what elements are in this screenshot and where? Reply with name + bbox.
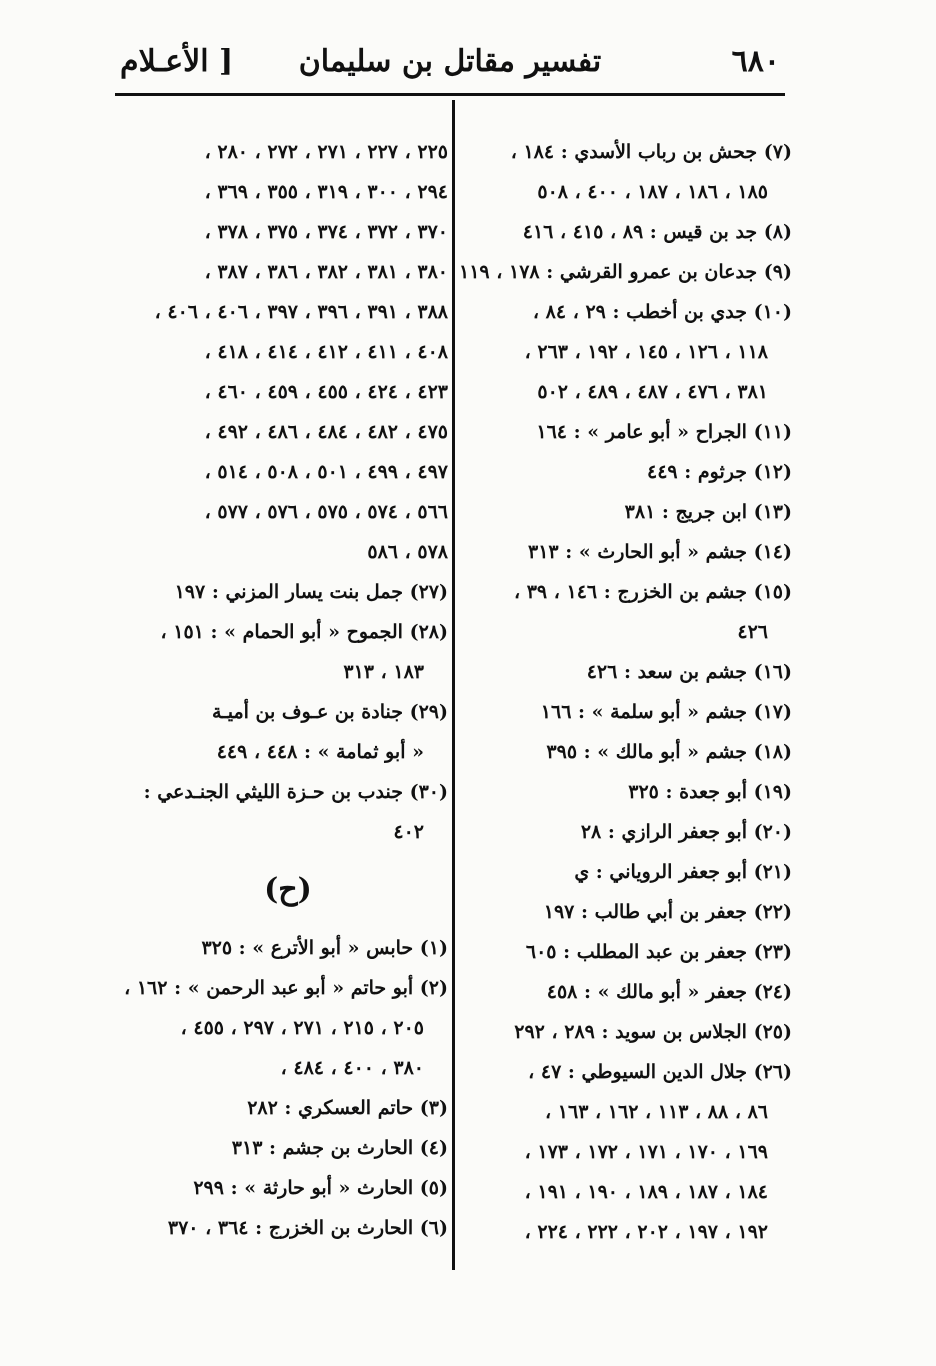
page-number: ٦٨٠: [731, 44, 780, 79]
index-line: (١٤) جشم « أبو الحارث » : ٣١٣: [527, 541, 792, 563]
index-line: (٢٦) جلال الدين السيوطي : ٤٧ ،: [528, 1061, 792, 1083]
letter-heading: (ح): [264, 872, 312, 907]
index-line: ١٨٥ ، ١٨٦ ، ١٨٧ ، ٤٠٠ ، ٥٠٨: [537, 181, 768, 203]
index-line: ٣٨٨ ، ٣٩١ ، ٣٩٦ ، ٣٩٧ ، ٤٠٦ ، ٤٠٦ ،: [154, 301, 448, 323]
index-line: (١٩) أبو جعدة : ٣٢٥: [628, 781, 792, 803]
header-rule: [115, 93, 785, 96]
index-line: (٢٢) جعفر بن أبي طالب : ١٩٧: [543, 901, 792, 923]
index-line: (١٣) ابن جريج : ٣٨١: [624, 501, 792, 523]
index-line: ١٨٤ ، ١٨٧ ، ١٨٩ ، ١٩٠ ، ١٩١ ،: [524, 1181, 768, 1203]
index-line: ١٦٩ ، ١٧٠ ، ١٧١ ، ١٧٢ ، ١٧٣ ،: [524, 1141, 768, 1163]
index-line: ٨٦ ، ٨٨ ، ١١٣ ، ١٦٢ ، ١٦٣ ،: [545, 1101, 768, 1123]
index-line: ٢٠٥ ، ٢١٥ ، ٢٧١ ، ٢٩٧ ، ٤٥٥ ،: [180, 1017, 424, 1039]
index-line: (٢٥) الجلاس بن سويد : ٢٨٩ ، ٢٩٢: [514, 1021, 792, 1043]
index-line: (٢٩) جنادة بن عـوف بن أميـة: [211, 701, 448, 723]
index-line: (٣) حاتم العسكري : ٢٨٢: [247, 1097, 448, 1119]
index-line: (٤) الحارث بن جشم : ٣١٣: [231, 1137, 448, 1159]
index-line: ١٩٢ ، ١٩٧ ، ٢٠٢ ، ٢٢٢ ، ٢٢٤ ،: [524, 1221, 768, 1243]
index-line: (١٧) جشم « أبو سلمة » : ١٦٦: [540, 701, 792, 723]
index-line: (١) حابس « أبو الأترع » : ٣٢٥: [201, 937, 448, 959]
index-line: (١٦) جشم بن سعد : ٤٢٦: [586, 661, 792, 683]
index-line: (٧) جحش بن رباب الأسدي : ١٨٤ ،: [510, 141, 792, 163]
index-line: ١٨٣ ، ٣١٣: [343, 661, 424, 683]
index-line: ٤٠٨ ، ٤١١ ، ٤١٢ ، ٤١٤ ، ٤١٨ ،: [204, 341, 448, 363]
index-line: ٥٦٦ ، ٥٧٤ ، ٥٧٥ ، ٥٧٦ ، ٥٧٧ ،: [204, 501, 448, 523]
index-line: ٤٢٦: [737, 621, 768, 643]
right-column: [459, 132, 792, 1252]
left-column: [124, 132, 448, 1248]
index-line: ٥٧٨ ، ٥٨٦: [367, 541, 448, 563]
index-line: (٢) أبو حاتم « أبو عبد الرحمن » : ١٦٢ ،: [124, 977, 448, 999]
index-line: ٤٩٧ ، ٤٩٩ ، ٥٠١ ، ٥٠٨ ، ٥١٤ ،: [204, 461, 448, 483]
index-line: (٦) الحارث بن الخزرج : ٣٦٤ ، ٣٧٠: [167, 1217, 448, 1239]
column-divider: [452, 100, 455, 1270]
index-line: (٢٧) جمل بنت يسار المزني : ١٩٧: [174, 581, 448, 603]
index-line: (١٢) جرثوم : ٤٤٩: [647, 461, 792, 483]
index-line: (٣٠) جندب بن حـزة الليثي الجنـدعي :: [143, 781, 448, 803]
index-line: ٣٨٠ ، ٣٨١ ، ٣٨٢ ، ٣٨٦ ، ٣٨٧ ،: [204, 261, 448, 283]
index-line: (٢٠) أبو جعفر الرازي : ٢٨: [580, 821, 792, 843]
index-line: ٣٧٠ ، ٣٧٢ ، ٣٧٤ ، ٣٧٥ ، ٣٧٨ ،: [204, 221, 448, 243]
index-line: ٤٠٢: [393, 821, 424, 843]
page-header: [110, 40, 790, 90]
index-line: ٤٢٣ ، ٤٢٤ ، ٤٥٥ ، ٤٥٩ ، ٤٦٠ ،: [204, 381, 448, 403]
index-line: ٢٩٤ ، ٣٠٠ ، ٣١٩ ، ٣٥٥ ، ٣٦٩ ،: [204, 181, 448, 203]
index-line: « أبو ثمامة » : ٤٤٨ ، ٤٤٩: [216, 741, 424, 763]
index-line: ٢٢٥ ، ٢٢٧ ، ٢٧١ ، ٢٧٢ ، ٢٨٠ ،: [204, 141, 448, 163]
index-line: (٩) جدعان بن عمرو القرشي : ١٧٨ ، ١١٩: [459, 261, 792, 283]
index-line: (١٥) جشم بن الخزرج : ١٤٦ ، ٣٩ ،: [513, 581, 792, 603]
index-line: (٢٨) الجموح « أبو الحمام » : ١٥١ ،: [160, 621, 448, 643]
index-line: (١١) الجراح « أبو عامر » : ١٦٤: [536, 421, 792, 443]
index-line: ٣٨٠ ، ٤٠٠ ، ٤٨٤ ،: [280, 1057, 424, 1079]
index-line: ١١٨ ، ١٢٦ ، ١٤٥ ، ١٩٢ ، ٢٦٣ ،: [524, 341, 768, 363]
index-line: (٨) جد بن قيس : ٨٩ ، ٤١٥ ، ٤١٦: [522, 221, 792, 243]
index-line: (٥) الحارث « أبو حارثة » : ٢٩٩: [193, 1177, 448, 1199]
index-line: (١٨) جشم « أبو مالك » : ٣٩٥: [546, 741, 792, 763]
index-line: (١٠) جدي بن أخطب : ٢٩ ، ٨٤ ،: [532, 301, 792, 323]
index-line: (٢١) أبو جعفر الروياني : ي: [574, 861, 792, 883]
index-line: (٢٣) جعفر بن عبد المطلب : ٦٠٥: [525, 941, 792, 963]
section-title: [ الأعـلام: [120, 44, 234, 79]
index-line: ٣٨١ ، ٤٧٦ ، ٤٨٧ ، ٤٨٩ ، ٥٠٢: [537, 381, 768, 403]
index-line: ٤٧٥ ، ٤٨٢ ، ٤٨٤ ، ٤٨٦ ، ٤٩٢ ،: [204, 421, 448, 443]
index-line: (٢٤) جعفر « أبو مالك » : ٤٥٨: [546, 981, 792, 1003]
book-title: تفسير مقاتل بن سليمان: [298, 44, 602, 79]
